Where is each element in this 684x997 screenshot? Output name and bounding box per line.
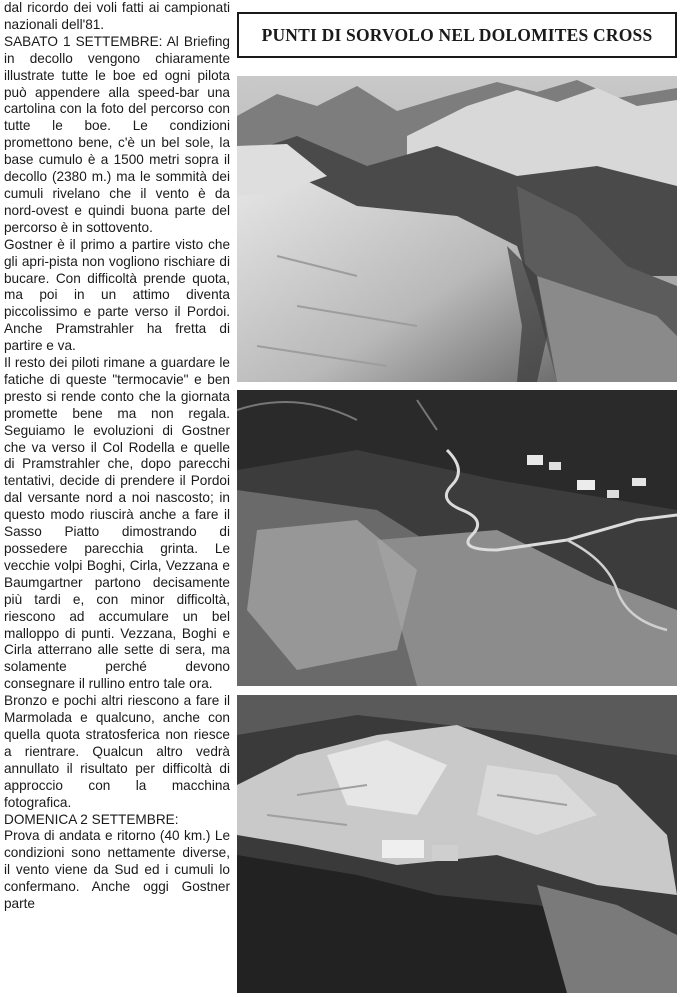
article-paragraph: Il resto dei piloti rimane a guardare le fatiche di queste "termocavie" e ben presto si rende conto che la giornata promette bene ma non regala. Seguiamo le evoluzioni di Gostner che va verso il Col Rodella e quelle di Pramstrahler che, dopo parecchi tentativi, decide di prendere il Pordoi dal versante nord a noi nascosto; in questo modo riuscirà anche a fare il Sasso Piatto dimostrando di possedere parecchia grinta. Le vecchie volpi Boghi, Cirla, Vezzana e Baumgartner partono decisamente più tardi e, con minor difficoltà, riescono ad accumulare un bel malloppo di punti. Vezzana, Boghi e Cirla atterrano alle sette di sera, ma solamente perché devono consegnare il rullino entro tale ora. bbox=[4, 355, 230, 692]
article-paragraph: Bronzo e pochi altri riescono a fare il Marmolada e qualcuno, anche con quella quota stratosferica non riesce a rientrare. Qualcun altro vedrà annullato il risultato per difficoltà di approccio con la macchina fotografica. bbox=[4, 693, 230, 810]
article-paragraph: Gostner è il primo a partire visto che gli apri-pista non vogliono rischiare di bucare. Con difficoltà prende quota, ma poi in un attimo diventa piccolissimo e parte verso il Pordoi. Anche Pramstrahler ha fretta di partire e va. bbox=[4, 236, 230, 354]
sidebar-title-box bbox=[237, 12, 677, 58]
article-paragraph: DOMENICA 2 SETTEMBRE: bbox=[4, 811, 179, 827]
article-paragraph: SABATO 1 SETTEMBRE: Al Briefing in decollo vengono chiaramente illustrate tutte le boe ed ogni pilota può appendere alla speed-bar una cartolina con la foto del percorso con tutte le boe. Le condizioni promettono bene, c'è un bel sole, la base cumulo è a 1500 metri sopra il decollo (2380 m.) ma le sommità dei cumuli rivelano che il vento è da nord-ovest e quindi buona parte del percorso è in sottovento. bbox=[4, 33, 230, 235]
mountain-panorama-photo bbox=[237, 76, 677, 382]
article-paragraph: Prova di andata e ritorno (40 km.) Le condizioni sono nettamente diverse, il vento viene da Sud ed i cumuli lo confermano. Anche oggi Gostner parte bbox=[4, 828, 230, 912]
article-paragraph: dal ricordo dei voli fatti ai campionati nazionali dell'81. bbox=[4, 0, 230, 32]
rocky-summit-hut-photo bbox=[237, 695, 677, 993]
pass-road-aerial-photo bbox=[237, 390, 677, 686]
sidebar-title: PUNTI DI SORVOLO NEL DOLOMITES CROSS bbox=[261, 24, 653, 45]
article-text-column bbox=[4, 0, 230, 913]
